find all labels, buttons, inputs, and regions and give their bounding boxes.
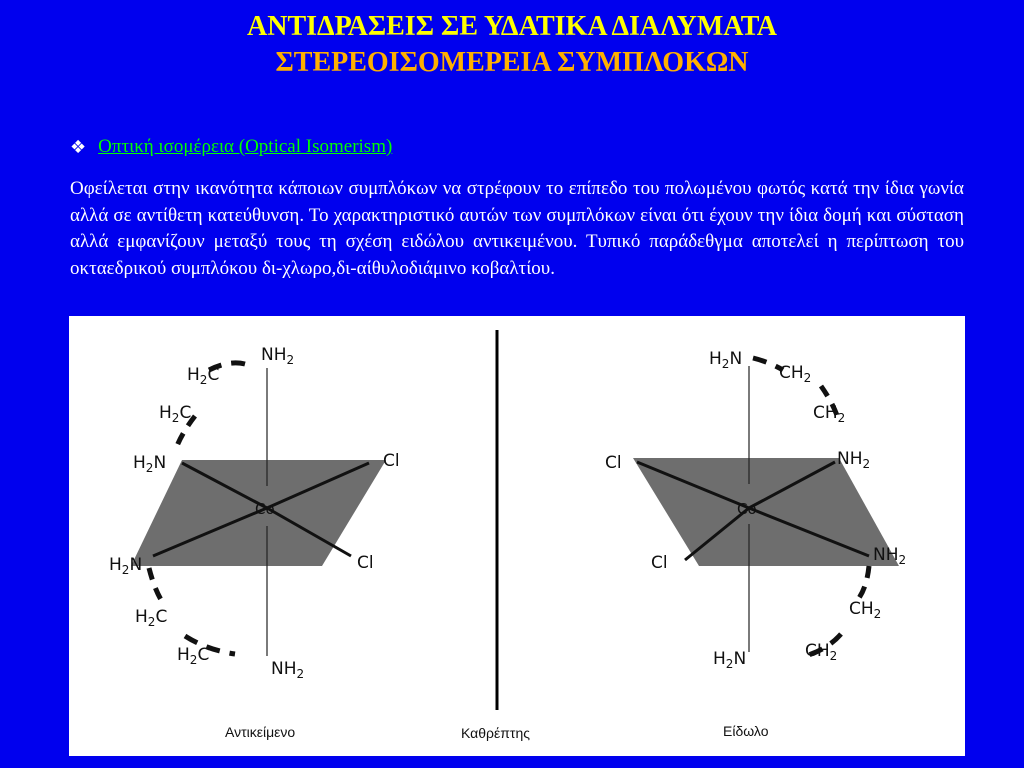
image-nh2-upper: $NH_2$ [837,449,871,471]
image-coordination-plane [633,458,899,566]
image-upper-ch2-1: $CH_2$ [779,363,812,385]
object-h2n-upper: $H_2N$ [133,453,167,475]
diamond-bullet-icon: ❖ [70,136,87,158]
image-nh2-lower: $NH_2$ [873,545,907,567]
image-cl-upper: Cl [605,453,622,473]
caption-image: Είδωλο [723,723,769,739]
image-lower-ch2-1: $CH_2$ [849,599,882,621]
object-isomer [109,345,400,740]
isomer-figure [69,316,965,756]
object-bottom-nh2: $NH_2$ [271,659,305,681]
object-lower-h2c-2: $H_2C$ [177,645,210,667]
image-lower-ch2-2: $CH_2$ [805,641,838,663]
image-co-label: Co [737,500,757,518]
image-cl-lower: Cl [651,553,668,573]
image-top-h2n: $H_2N$ [709,349,743,371]
object-lower-h2c-1: $H_2C$ [135,607,168,629]
object-cl-upper: Cl [383,451,400,471]
section-heading [70,136,392,158]
object-upper-h2c-1: $H_2C$ [187,365,220,387]
caption-mirror: Καθρέπτης [461,725,530,741]
title-line-1: ΑΝΤΙΔΡΑΣΕΙΣ ΣΕ ΥΔΑΤΙΚΑ ΔΙΑΛΥΜΑΤΑ [247,11,777,42]
description-paragraph: Οφείλεται στην ικανότητα κάποιων συμπλόκων να στρέφουν το επίπεδο του πολωμένου φωτός κατά την ίδια γωνία αλλά σε αντίθετη κατεύθυνση. Το χαρακτηριστικό αυτών των συμπλόκων είναι ότι έχουν την ίδια δομή και σύσταση αλλά εμφανίζουν μεταξύ τους τη σχέση ειδώλου αντικειμένου. Τυπικό παράδεθγμα αποτελεί η περίπτωση του οκταεδρικού συμπλόκου δι-χλωρο,δι-αίθυλοδιάμινο κοβαλτίου. [70,178,964,279]
object-co-label: Co [255,500,275,518]
caption-object: Αντικείμενο [225,724,296,740]
optical-isomerism-link[interactable]: Οπτική ισομέρεια (Optical Isomerism) [98,136,393,157]
object-h2n-lower: $H_2N$ [109,555,143,577]
title-line-2: ΣΤΕΡΕΟΙΣΟΜΕΡΕΙΑ ΣΥΜΠΛΟΚΩΝ [275,47,749,78]
object-upper-h2c-2: $H_2C$ [159,403,192,425]
image-isomer [605,349,906,739]
image-bottom-h2n: $H_2N$ [713,649,747,671]
object-top-nh2: $NH_2$ [261,345,295,367]
image-upper-ch2-2: $CH_2$ [813,403,846,425]
object-cl-lower: Cl [357,553,374,573]
